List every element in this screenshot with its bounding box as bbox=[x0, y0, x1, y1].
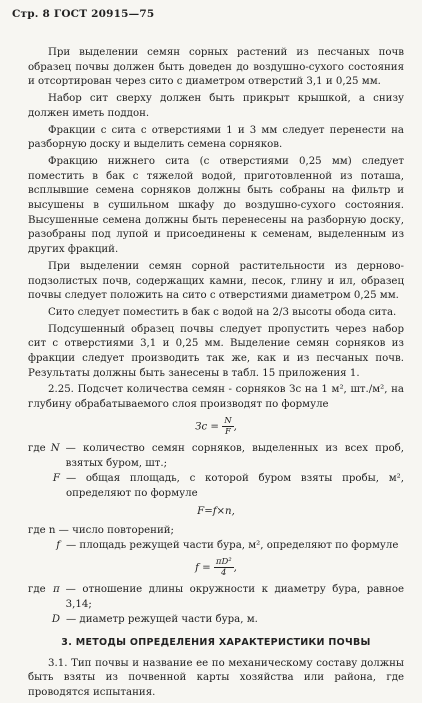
definition-F bbox=[28, 472, 404, 501]
definition-N bbox=[28, 442, 404, 471]
definition-n: где n — число повторений; bbox=[28, 525, 174, 537]
formula-end: , bbox=[233, 562, 237, 574]
where-label: где bbox=[28, 442, 46, 454]
formula-lhs: Зс = bbox=[195, 421, 219, 433]
definition-pi bbox=[28, 583, 404, 612]
formula-fraction bbox=[214, 557, 234, 578]
formula-fraction bbox=[222, 416, 233, 437]
formula-numerator: πD² bbox=[215, 556, 232, 567]
definition-symbol: π bbox=[52, 583, 60, 595]
paragraph-2: Набор сит сверху должен быть прикрыт крышкой, а снизу должен иметь поддон. bbox=[28, 93, 404, 119]
paragraph-9: 3.1. Тип почвы и название ее по механическому составу должны быть взяты из почвенной карты хозяйства или района, где проводятся испытания. bbox=[28, 657, 404, 699]
formula-denominator: 4 bbox=[221, 567, 227, 578]
paragraph-7: Подсушенный образец почвы следует пропустить через набор сит с отверстиями 3,1 и 0,25 мм. Выделение семян сорняков из фракции следует производить так же, как и из песчаных почв. Результаты должны быть занесены в табл. 15 приложения 1. bbox=[28, 323, 404, 379]
definition-f bbox=[28, 539, 404, 554]
formula-numerator: N bbox=[224, 415, 232, 426]
page-header: Стр. 8 ГОСТ 20915—75 bbox=[12, 8, 155, 20]
where-label: где bbox=[28, 583, 46, 595]
definition-text: — количество семян сорняков, выделенных из всех проб, взятых буром, шт.; bbox=[65, 442, 404, 469]
definitions-2 bbox=[28, 524, 404, 553]
definition-text: — отношение длины окружности к диаметру бура, равное 3,14; bbox=[65, 583, 404, 610]
definition-symbol: F bbox=[52, 473, 60, 485]
formula-seed-count bbox=[28, 416, 404, 437]
formula-end: , bbox=[233, 421, 237, 433]
formula-area: F=f×n, bbox=[197, 505, 235, 517]
formula-lhs: f = bbox=[195, 562, 211, 574]
definition-text: — площадь режущей части бура, м², определяют по формуле bbox=[66, 540, 399, 552]
paragraph-3: Фракции с сита с отверстиями 1 и 3 мм следует перенести на разборную доску и выделить семена сорняков. bbox=[28, 124, 404, 151]
formula-denominator: F bbox=[224, 426, 231, 437]
paragraph-6: Сито следует поместить в бак с водой на 2/3 высоты обода сита. bbox=[48, 306, 397, 318]
definition-D bbox=[28, 613, 404, 628]
definition-symbol: N bbox=[50, 442, 60, 454]
section-title: 3. МЕТОДЫ ОПРЕДЕЛЕНИЯ ХАРАКТЕРИСТИКИ ПОЧВЫ bbox=[61, 636, 371, 648]
paragraph-5: При выделении семян сорной растительности из дерново-подзолистых почв, содержащих камни, песок, глину и ил, образец почвы следует положить на сито с отверстиями диаметром 0,25 мм. bbox=[28, 260, 404, 302]
definition-text: — общая площадь, с которой буром взяты пробы, м², определяют по формуле bbox=[66, 473, 404, 499]
definition-symbol: D bbox=[51, 614, 60, 626]
paragraph-1: При выделении семян сорных растений из песчаных почв образец почвы должен быть доведен до воздушно-сухого состояния и отсортирован через сито с диаметром отверстий 3,1 и 0,25 мм. bbox=[28, 47, 404, 88]
definitions-3 bbox=[28, 583, 404, 628]
definitions-1 bbox=[28, 442, 404, 502]
definition-text: — диаметр режущей части бура, м. bbox=[66, 614, 258, 626]
definition-symbol: f bbox=[56, 540, 60, 552]
paragraph-4: Фракцию нижнего сита (с отверстиями 0,25 мм) следует поместить в бак с тяжелой водой, приготовленной из поташа, всплывшие семена сорняков должны быть собраны на фильтр и высушены в сушильном шкафу до воздушно-сухого состояния. Высушенные семена должны быть перенесены на разборную доску, разобраны под лупой и присоединены к семенам, выделенным из других фракций. bbox=[28, 155, 404, 256]
formula-auger-area bbox=[28, 557, 404, 578]
page-content bbox=[28, 46, 404, 703]
paragraph-8: 2.25. Подсчет количества семян - сорняков Зс на 1 м², шт./м², на глубину обрабатываемого слоя производят по формуле bbox=[28, 384, 404, 411]
